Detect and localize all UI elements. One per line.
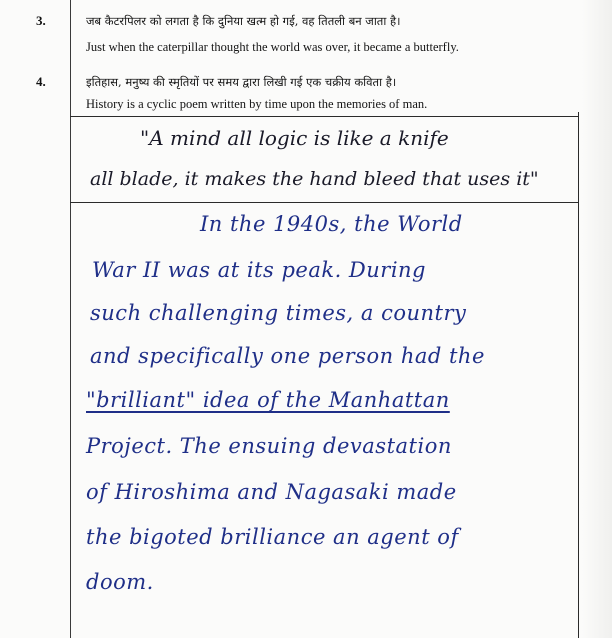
essay-line-1: In the 1940s, the World xyxy=(200,212,463,236)
essay-line-8: the bigoted brilliance an agent of xyxy=(86,525,459,549)
question-3-hindi: जब कैटरपिलर को लगता है कि दुनिया खत्म हो गई, वह तितली बन जाता है। xyxy=(86,14,401,28)
question-4-english: History is a cyclic poem written by time upon the memories of man. xyxy=(86,97,428,111)
essay-line-2: War II was at its peak. During xyxy=(92,258,426,282)
essay-line-9: doom. xyxy=(86,570,154,594)
question-number-3: 3. xyxy=(36,13,46,28)
essay-line-6: Project. The ensuing devastation xyxy=(86,434,452,458)
question-separator xyxy=(70,116,578,117)
margin-line xyxy=(70,0,71,638)
essay-line-5 xyxy=(86,388,450,412)
right-border-line xyxy=(578,112,579,638)
question-number-4: 4. xyxy=(36,74,46,89)
page-edge-shadow xyxy=(582,0,612,638)
quote-line-1: "A mind all logic is like a knife xyxy=(140,126,449,150)
essay-line-3: such challenging times, a country xyxy=(90,301,467,325)
quote-line-2: all blade, it makes the hand bleed that uses it" xyxy=(90,168,539,190)
quote-separator xyxy=(70,202,578,203)
essay-line-5-text: "brilliant" idea of the Manhattan xyxy=(86,388,450,412)
essay-line-7: of Hiroshima and Nagasaki made xyxy=(86,480,457,504)
question-3-english: Just when the caterpillar thought the world was over, it became a butterfly. xyxy=(86,40,459,54)
essay-line-4: and specifically one person had the xyxy=(90,344,485,368)
question-4-hindi: इतिहास, मनुष्य की स्मृतियों पर समय द्वारा लिखी गई एक चक्रीय कविता है। xyxy=(86,75,397,89)
